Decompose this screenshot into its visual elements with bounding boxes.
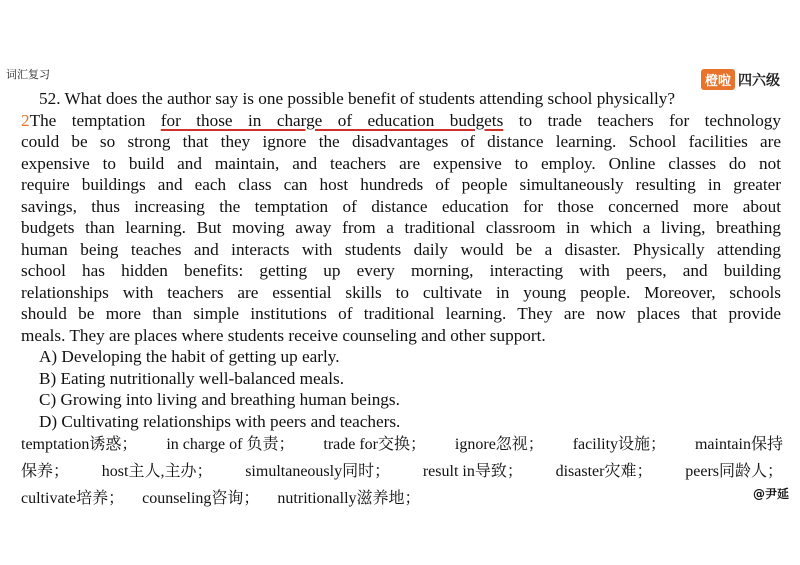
- brand-text: 四六级: [738, 72, 780, 89]
- vocab-item: maintain保持: [694, 436, 783, 453]
- option-d: D) Cultivating relationships with peers and teachers.: [39, 411, 401, 431]
- paragraph-number: 2: [21, 110, 30, 130]
- vocab-line: [21, 431, 783, 458]
- vocab-item: host主人,主办；: [101, 463, 213, 480]
- vocab-item: ignore忽视；: [454, 436, 544, 453]
- vocab-line: [21, 458, 783, 485]
- vocab-item: in charge of 负责；: [166, 436, 295, 453]
- option-a: A) Developing the habit of getting up early.: [39, 347, 340, 366]
- passage-line: should be more than simple institutions of traditional learning. They are now places that provide: [21, 304, 781, 323]
- question-text: 52. What does the author say is one possible benefit of students attending school physically?: [39, 89, 675, 108]
- vocab-item: facility设施；: [572, 436, 667, 453]
- passage-text: to trade teachers for technology: [503, 110, 781, 130]
- passage-line: school has hidden benefits: getting up every morning, interacting with peers, and building: [21, 261, 781, 280]
- vocabulary-list: [21, 431, 783, 512]
- passage-line: meals. They are places where students receive counseling and other support.: [21, 325, 546, 345]
- passage-line: expensive to build and maintain, and teachers are expensive to employ. Online classes do not: [21, 153, 781, 173]
- vocab-item: counseling咨询；: [142, 490, 260, 507]
- vocab-item: simultaneously同时；: [245, 463, 391, 480]
- passage-line: human being teaches and interacts with students daily would be a disaster. Physically attending: [21, 239, 781, 259]
- vocab-item: trade for交换；: [323, 436, 427, 453]
- passage-line: relationships with teachers are essential skills to cultivate in young people. Moreover, schools: [21, 282, 781, 302]
- passage-line: could be so strong that they ignore the disadvantages of distance learning. School facilities are: [21, 132, 781, 151]
- passage-line: require buildings and each class can host hundreds of people simultaneously resulting in greater: [21, 175, 781, 194]
- corner-label: 词汇复习: [6, 68, 50, 81]
- vocab-item: nutritionally滋养地；: [277, 490, 421, 507]
- vocab-item: temptation诱惑；: [21, 436, 138, 453]
- brand-badge: 橙啦: [701, 69, 735, 90]
- author-credit: @尹延: [752, 487, 789, 501]
- vocab-item: disaster灾难；: [555, 463, 653, 480]
- passage-line: budgets than learning. But moving away from a traditional classroom in which a living, breathing: [21, 218, 781, 237]
- vocab-item: result in导致；: [422, 463, 523, 480]
- passage-line: savings, thus increasing the temptation of distance education for those concerned more about: [21, 196, 781, 216]
- passage-text: The temptation: [29, 110, 161, 130]
- option-c: C) Growing into living and breathing human beings.: [39, 390, 400, 409]
- vocab-item: cultivate培养；: [21, 490, 125, 507]
- document-body: [21, 88, 781, 432]
- underlined-phrase: for those in charge of education budgets: [160, 110, 504, 130]
- answer-options: [21, 346, 781, 432]
- brand-logo: [701, 69, 780, 90]
- option-b: B) Eating nutritionally well-balanced meals.: [39, 368, 344, 388]
- vocab-item: peers同龄人；: [685, 463, 783, 480]
- passage-line: [21, 110, 781, 132]
- vocab-line: [21, 485, 783, 512]
- vocab-item: 保养；: [21, 463, 70, 480]
